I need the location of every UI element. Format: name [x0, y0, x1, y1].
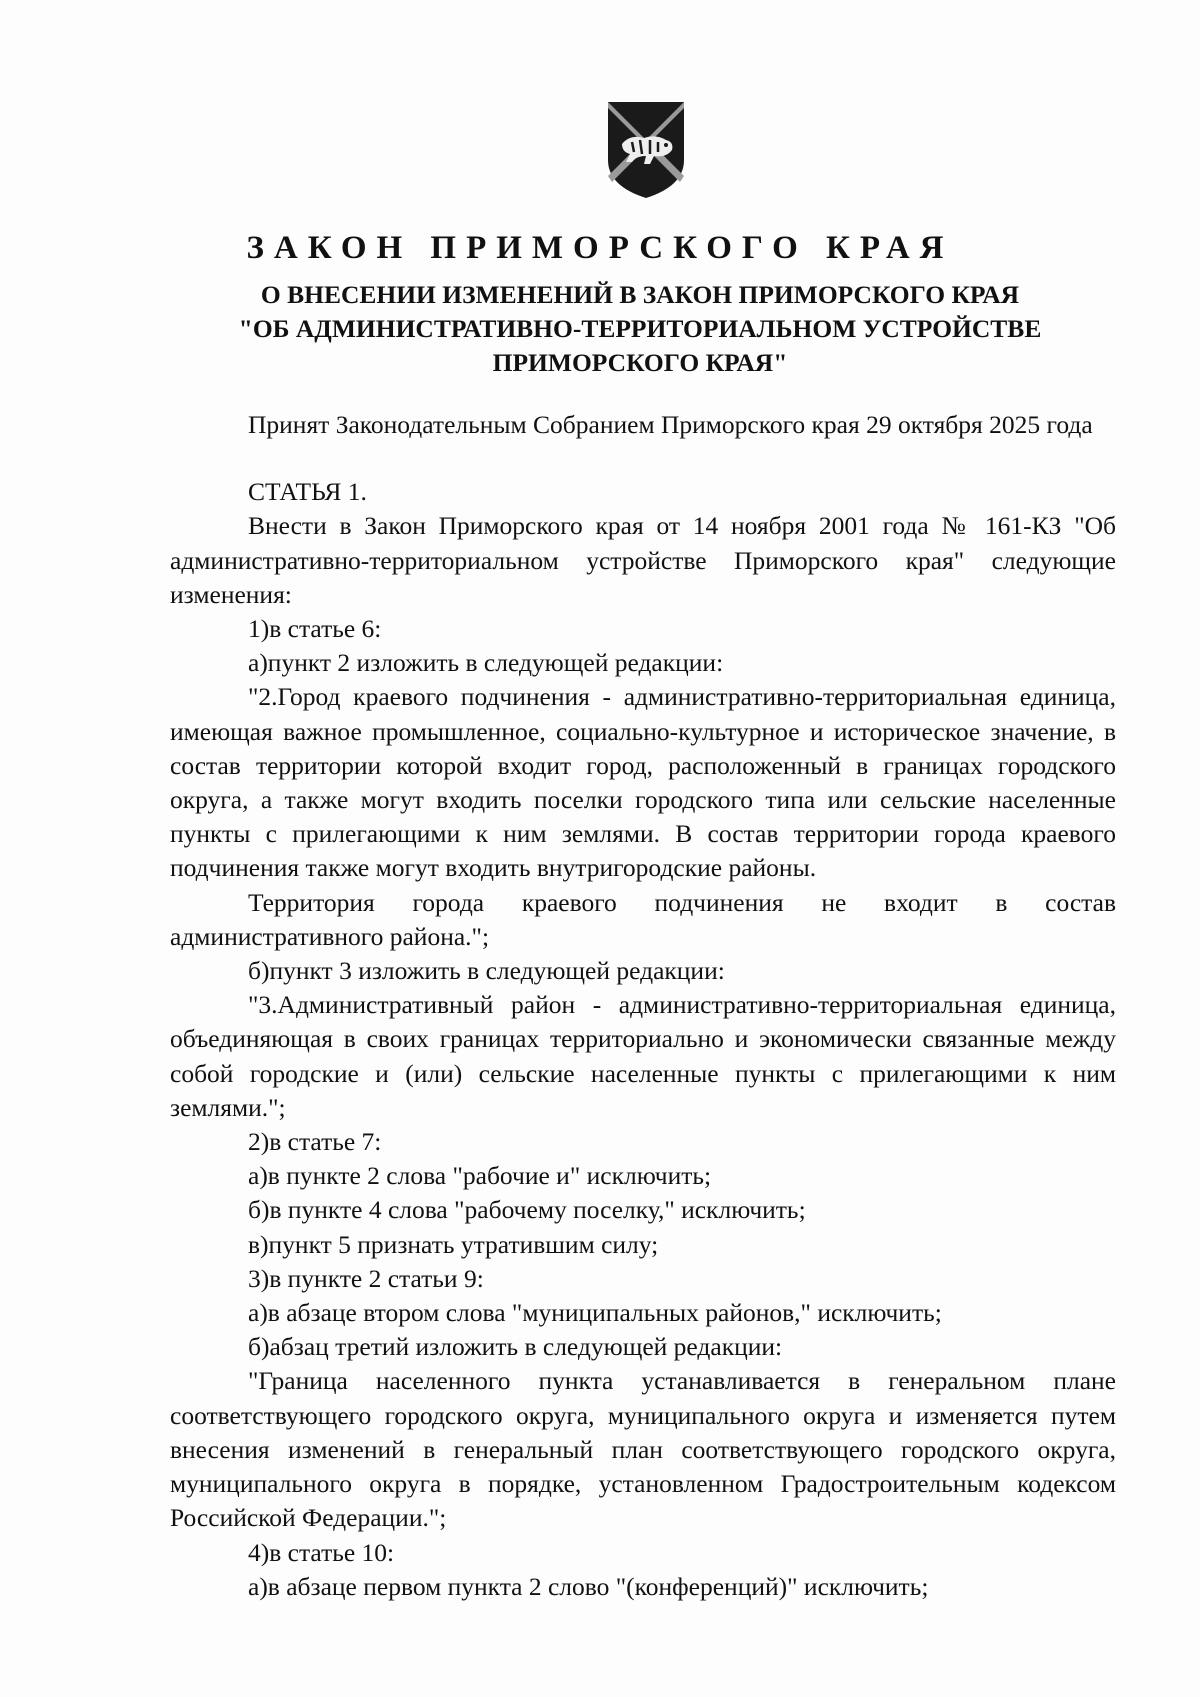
paragraph: б)пункт 3 изложить в следующей редакции:	[248, 956, 725, 986]
paragraph: "Граница населенного пункта устанавливается в генеральном плане соответствующего городского округа, муниципального округа и изменяется путем внесения изменений в генеральный план соответствующего городского округа, муниципального округа в порядке, установленном Градостроительным кодексом Российской Федерации.";	[170, 1366, 1116, 1533]
law-title: ЗАКОН ПРИМОРСКОГО КРАЯ	[246, 230, 954, 266]
subtitle-line: ПРИМОРСКОГО КРАЯ"	[492, 348, 788, 377]
paragraph: 3)в пункте 2 статьи 9:	[248, 1263, 484, 1293]
paragraph: б)абзац третий изложить в следующей редакции:	[248, 1332, 783, 1362]
paragraph: а)в абзаце первом пункта 2 слово "(конференций)" исключить;	[248, 1571, 929, 1601]
law-body	[170, 408, 1116, 1604]
adoption-note: Принят Законодательным Собранием Приморского края 29 октября 2025 года	[248, 410, 1093, 439]
paragraph: а)в абзаце втором слова "муниципальных районов," исключить;	[248, 1298, 942, 1328]
subtitle-line: "ОБ АДМИНИСТРАТИВНО-ТЕРРИТОРИАЛЬНОМ УСТРОЙСТВЕ	[238, 314, 1042, 343]
coat-of-arms-icon	[604, 98, 688, 202]
subtitle-line: О ВНЕСЕНИИ ИЗМЕНЕНИЙ В ЗАКОН ПРИМОРСКОГО КРАЯ	[260, 280, 1020, 309]
paragraph: Внести в Закон Приморского края от 14 ноября 2001 года № 161-КЗ "Об административно-территориальном устройстве Приморского края" следующие изменения:	[170, 511, 1116, 609]
paragraph: в)пункт 5 признать утратившим силу;	[248, 1229, 659, 1259]
law-subtitle	[170, 278, 1110, 380]
paragraph: "2.Город краевого подчинения - административно-территориальная единица, имеющая важное промышленное, социально-культурное и историческое значение, в состав территории которой входит город, расположенный в границах городского округа, а также могут входить поселки городского типа или сельские населенные пункты с прилегающими к ним землями. В состав территории города краевого подчинения также могут входить внутригородские районы.	[170, 682, 1116, 883]
paragraph: а)в пункте 2 слова "рабочие и" исключить;	[248, 1161, 712, 1191]
paragraph: 1)в статье 6:	[248, 614, 382, 644]
paragraph: "3.Административный район - административно-территориальная единица, объединяющая в своих границах территориально и экономически связанные между собой городские и (или) сельские населенные пункты с прилегающими к ним землями.";	[170, 990, 1116, 1122]
paragraph: б)в пункте 4 слова "рабочему поселку," исключить;	[248, 1195, 806, 1225]
paragraph: 2)в статье 7:	[248, 1127, 382, 1157]
article-heading: СТАТЬЯ 1.	[248, 477, 367, 507]
paragraph: а)пункт 2 изложить в следующей редакции:	[248, 648, 724, 678]
paragraph: Территория города краевого подчинения не входит в состав административного района.";	[170, 887, 1116, 951]
paragraph: 4)в статье 10:	[248, 1537, 395, 1567]
